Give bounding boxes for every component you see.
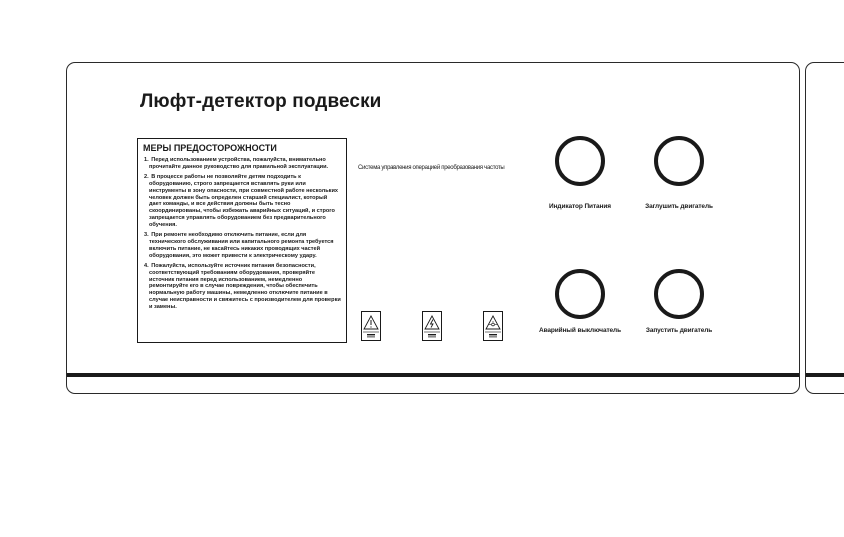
- precaution-item: 2. В процессе работы не позволяйте детям подходить к оборудованию, строго запрещается вставлять руки или инструменты в зону опасности, при совместной работе нескольких человек должен быть определен старший специалист, который дает команды, и все действия должны быть тесно скоординированы, чтобы избежать аварийных ситуаций, и строго запрещается управлять оборудованием без предварительного обучения.: [144, 173, 339, 229]
- engine-start-label: Запустить двигатель: [645, 327, 713, 334]
- panel-bottom-bar: [67, 373, 799, 377]
- adjacent-panel-bar: [806, 373, 844, 377]
- precaution-item: 1. Перед использованием устройства, пожалуйста, внимательно прочитайте данное руководство для правильной эксплуатации.: [144, 157, 329, 170]
- general-warning-icon: [361, 311, 381, 341]
- emergency-stop-label: Аварийный выключатель: [539, 327, 621, 334]
- panel-title: Люфт-детектор подвески: [140, 91, 382, 112]
- precaution-item: 4. Пожалуйста, используйте источник питания безопасности, соответствующий требованиям оборудования, проверяйте источник питания перед использованием, немедленно ремонтируйте его в случае повреждения, чтобы обеспечить нормальную работу машины, немедленно отключите питание в случае неисправности и свяжитесь с производителем для проверки и замены.: [144, 262, 341, 311]
- laser-warning-icon: [483, 311, 503, 341]
- emergency-stop-button[interactable]: [555, 269, 605, 319]
- engine-stop-button[interactable]: [654, 136, 704, 186]
- engine-stop-label: Заглушить двигатель: [645, 203, 713, 210]
- power-indicator-knob[interactable]: [555, 136, 605, 186]
- precautions-box: [137, 138, 347, 343]
- power-indicator-label: Индикатор Питания: [549, 203, 611, 210]
- control-panel: [66, 62, 800, 394]
- precautions-heading: МЕРЫ ПРЕДОСТОРОЖНОСТИ: [143, 143, 277, 153]
- electric-shock-icon: [422, 311, 442, 341]
- engine-start-button[interactable]: [654, 269, 704, 319]
- system-label: Система управления операцией преобразования частоты: [358, 165, 505, 171]
- adjacent-panel-edge: [805, 62, 844, 394]
- precaution-item: 3. При ремонте необходимо отключить питание, если для технического обслуживания или капитального ремонта требуется включить питание, не касайтесь никаких проводящих частей оборудования, это может привести к электрическому удару.: [144, 232, 334, 259]
